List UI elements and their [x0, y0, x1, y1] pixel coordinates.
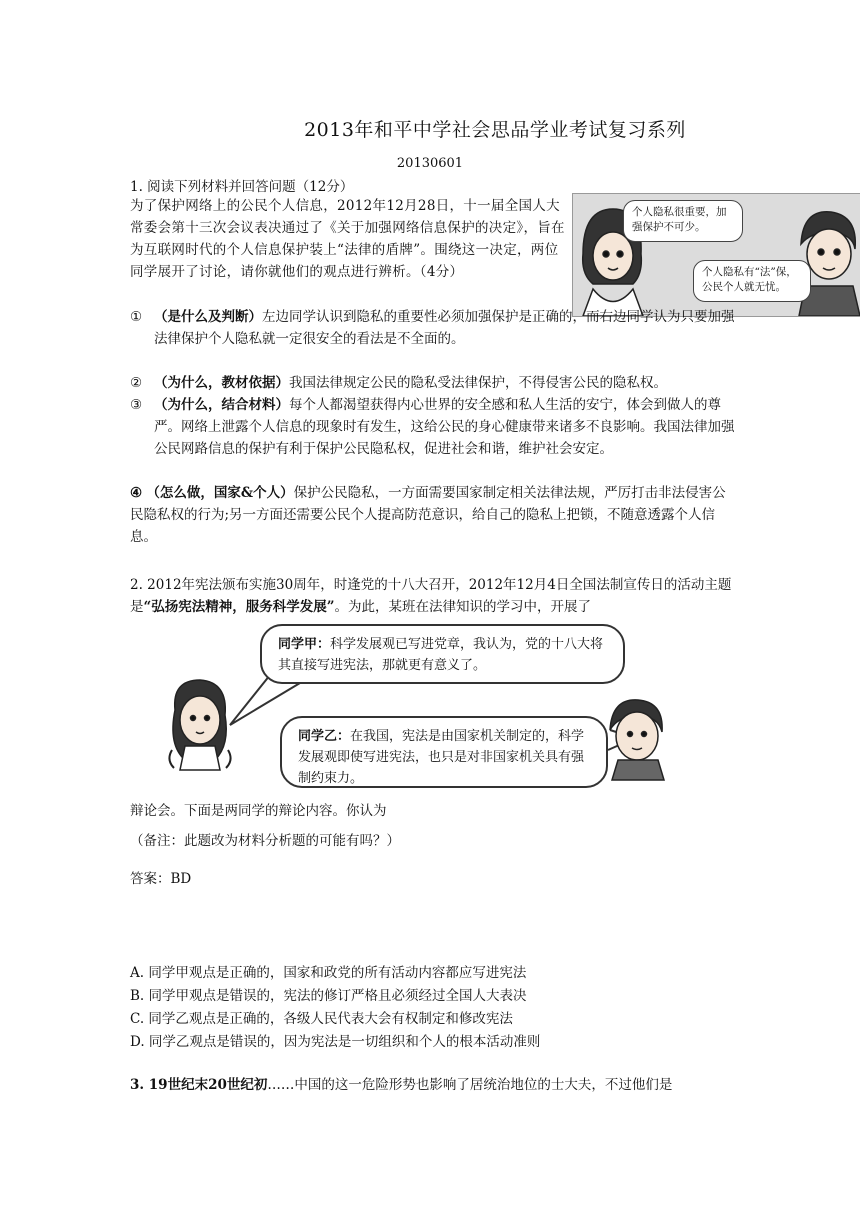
- date-code: 20130601: [396, 156, 464, 171]
- comic-bubble-right: 个人隐私有“法”保，公民个人就无忧。: [693, 260, 811, 302]
- answer-tag: （为什么，结合材料）: [154, 397, 289, 413]
- q2-intro: [130, 574, 735, 618]
- q1-answer-3: [130, 394, 735, 460]
- student-b-label: 同学乙：: [298, 729, 351, 744]
- speech-bubble-student-b: [280, 716, 608, 788]
- privacy-comic: [572, 193, 860, 317]
- girl-student-figure: [169, 680, 230, 770]
- answer-number: ②: [130, 375, 143, 391]
- q2-intro-text-2: 。为此，某班在法律知识的学习中，开展了: [334, 599, 592, 615]
- q2-option-b: B. 同学甲观点是错误的，宪法的修订严格且必须经过全国人大表决: [130, 988, 527, 1004]
- answer-number: ③: [130, 397, 143, 413]
- q2-option-d: D. 同学乙观点是错误的，因为宪法是一切组织和个人的根本活动准则: [130, 1034, 541, 1050]
- answer-text: 左边同学认识到隐私的重要性必须加强保护是正确的，而右边同学认为只要加强法律保护个人隐私就一定很安全的看法是不全面的。: [154, 309, 735, 347]
- answer-text: 保护公民隐私，一方面需要国家制定相关法律法规，严厉打击非法侵害公民隐私权的行为;另一方面还需要公民个人提高防范意识，给自己的隐私上把锁，不随意透露个人信息。: [130, 485, 726, 545]
- debate-illustration: [130, 620, 730, 796]
- answer-tag: （是什么及判断）: [154, 309, 262, 325]
- answer-text: 每个人都渴望获得内心世界的安全感和私人生活的安宁，体会到做人的尊严。网络上泄露个人信息的现象时有发生，这给公民的身心健康带来诸多不良影响。我国法律加强公民网路信息的保护有利于保护公民隐私权，促进社会和谐，维护社会安定。: [154, 397, 735, 457]
- answer-tag: （为什么，教材依据）: [154, 375, 289, 391]
- answer-number: ④: [130, 485, 143, 501]
- q3-intro: [130, 1074, 740, 1096]
- q2-intro-text: 2. 2012年宪法颁布实施30周年，时逢党的十八大召开，2012年12月4日全国法制宣传日的活动主题是: [130, 577, 732, 615]
- boy-student-figure: [610, 700, 664, 780]
- q2-theme: “弘扬宪法精神，服务科学发展”: [143, 599, 335, 615]
- student-a-label: 同学甲：: [278, 637, 331, 652]
- answer-tag: （怎么做，国家&个人）: [146, 485, 294, 501]
- speech-bubble-student-a: [260, 624, 625, 684]
- comic-bubble-left: 个人隐私很重要，加强保护不可少。: [623, 200, 743, 242]
- student-a-speech: 科学发展观已写进党章，我认为，党的十八大将其直接写进宪法，那就更有意义了。: [278, 637, 604, 673]
- q3-text: ……中国的这一危险形势也影响了居统治地位的士大夫，不过他们是: [267, 1077, 673, 1093]
- answer-text: 我国法律规定公民的隐私受法律保护，不得侵害公民的隐私权。: [289, 375, 667, 391]
- q1-material: 为了保护网络上的公民个人信息，2012年12月28日，十一届全国人大常委会第十三次会议表决通过了《关于加强网络信息保护的决定》，旨在为互联网时代的个人信息保护装上“法律的盾牌”。围绕这一决定，两位同学展开了讨论，请你就他们的观点进行辨析。（4分）: [130, 198, 565, 280]
- q2-note: （备注：此题改为材料分析题的可能有吗？）: [130, 833, 400, 849]
- q2-answer: 答案：BD: [130, 871, 192, 887]
- student-b-speech: 在我国，宪法是由国家机关制定的，科学发展观即使写进宪法，也只是对非国家机关具有强制约束力。: [298, 729, 585, 786]
- page-title: 2013年和平中学社会思品学业考试复习系列: [304, 119, 686, 141]
- q1-answer-1: [130, 306, 735, 350]
- q1-answer-4: [130, 482, 735, 548]
- q2-option-a: A. 同学甲观点是正确的，国家和政党的所有活动内容都应写进宪法: [130, 965, 527, 981]
- q2-intro-end: 辩论会。下面是两同学的辩论内容。你认为: [130, 803, 387, 819]
- q3-period: 3. 19世纪末20世纪初: [130, 1077, 268, 1093]
- q2-option-c: C. 同学乙观点是正确的，各级人民代表大会有权制定和修改宪法: [130, 1011, 513, 1027]
- q1-heading: 1. 阅读下列材料并回答问题（12分）: [130, 179, 354, 195]
- answer-number: ①: [130, 309, 143, 325]
- q1-answer-2: [130, 372, 735, 394]
